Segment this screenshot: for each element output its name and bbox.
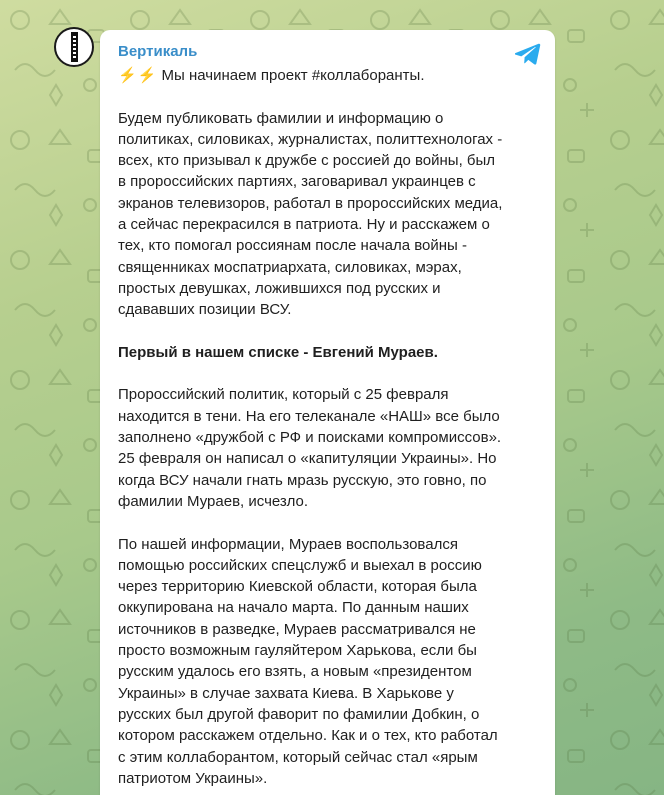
intro-line bbox=[118, 65, 541, 86]
message-text bbox=[118, 65, 541, 789]
avatar-logo-icon bbox=[71, 32, 78, 62]
text-line: котором расскажем отдельно. Как и о тех, кто работал bbox=[118, 727, 498, 745]
intro-text: Мы начинаем проект #коллаборанты. bbox=[161, 67, 425, 84]
channel-avatar[interactable] bbox=[54, 27, 94, 67]
text-line: тех, кто помогал россиянам после начала войны - bbox=[118, 237, 467, 255]
text-line: Украины» в случае захвата Киева. В Харькове у bbox=[118, 684, 454, 702]
text-line: священниках моспатриархата, силовиках, мэрах, bbox=[118, 258, 462, 276]
text-line: По нашей информации, Мураев воспользовался bbox=[118, 535, 458, 553]
text-line: а сейчас перекрасился в патриота. Ну и расскажем о bbox=[118, 216, 490, 234]
text-line: русским удалось его взять, а новым «президентом bbox=[118, 663, 472, 681]
text-line: фамилии Мураев, исчезло. bbox=[118, 492, 309, 510]
text-line: сдававших позиции ВСУ. bbox=[118, 301, 292, 319]
message-header bbox=[118, 42, 541, 62]
telegram-plane-icon[interactable] bbox=[515, 42, 541, 66]
text-line: находится в тени. На его телеканале «НАШ» все было bbox=[118, 407, 500, 425]
text-line: экранов телевизоров, работал в пророссийских медиа, bbox=[118, 194, 503, 212]
text-line: через территорию Киевской области, которая была bbox=[118, 578, 477, 596]
text-line: патриотом Украины». bbox=[118, 769, 268, 787]
paragraph-2 bbox=[118, 384, 541, 512]
text-line: Будем публиковать фамилии и информацию о bbox=[118, 109, 444, 127]
text-line: заполнено «дружбой с РФ и поисками компромиссов». bbox=[118, 429, 502, 447]
section-heading: Первый в нашем списке - Евгений Мураев. bbox=[118, 343, 438, 361]
message-card bbox=[100, 30, 555, 795]
paragraph-1 bbox=[118, 108, 541, 321]
text-line: Пророссийский политик, который с 25 февраля bbox=[118, 386, 449, 404]
text-line: просто возможным гауляйтером Харькова, если бы bbox=[118, 642, 477, 660]
text-line: в пророссийских партиях, заговаривал украинцев с bbox=[118, 173, 476, 191]
text-line: 25 февраля он написал о «капитуляции Украины». Но bbox=[118, 450, 497, 468]
text-line: источников в разведке, Мураев рассматривался не bbox=[118, 620, 476, 638]
text-line: оккупирована на начало марта. По данным наших bbox=[118, 599, 469, 617]
text-line: помощью российских спецслужб и выехал в россию bbox=[118, 556, 482, 574]
text-line: когда ВСУ начали гнать мразь русскую, это говно, по bbox=[118, 471, 487, 489]
channel-name[interactable]: Вертикаль bbox=[118, 43, 198, 60]
text-line: с этим коллаборантом, который сейчас стал «ярым bbox=[118, 748, 478, 766]
text-line: простых девушках, ложившихся под русских и bbox=[118, 279, 441, 297]
text-line: всех, кто призывал к дружбе с россией до войны, был bbox=[118, 152, 496, 170]
text-line: политиках, силовиках, журналистах, политтехнологах - bbox=[118, 130, 503, 148]
text-line: русских был другой фаворит по фамилии Добкин, о bbox=[118, 705, 480, 723]
lightning-emoji: ⚡⚡ bbox=[118, 67, 158, 84]
paragraph-3 bbox=[118, 534, 541, 790]
